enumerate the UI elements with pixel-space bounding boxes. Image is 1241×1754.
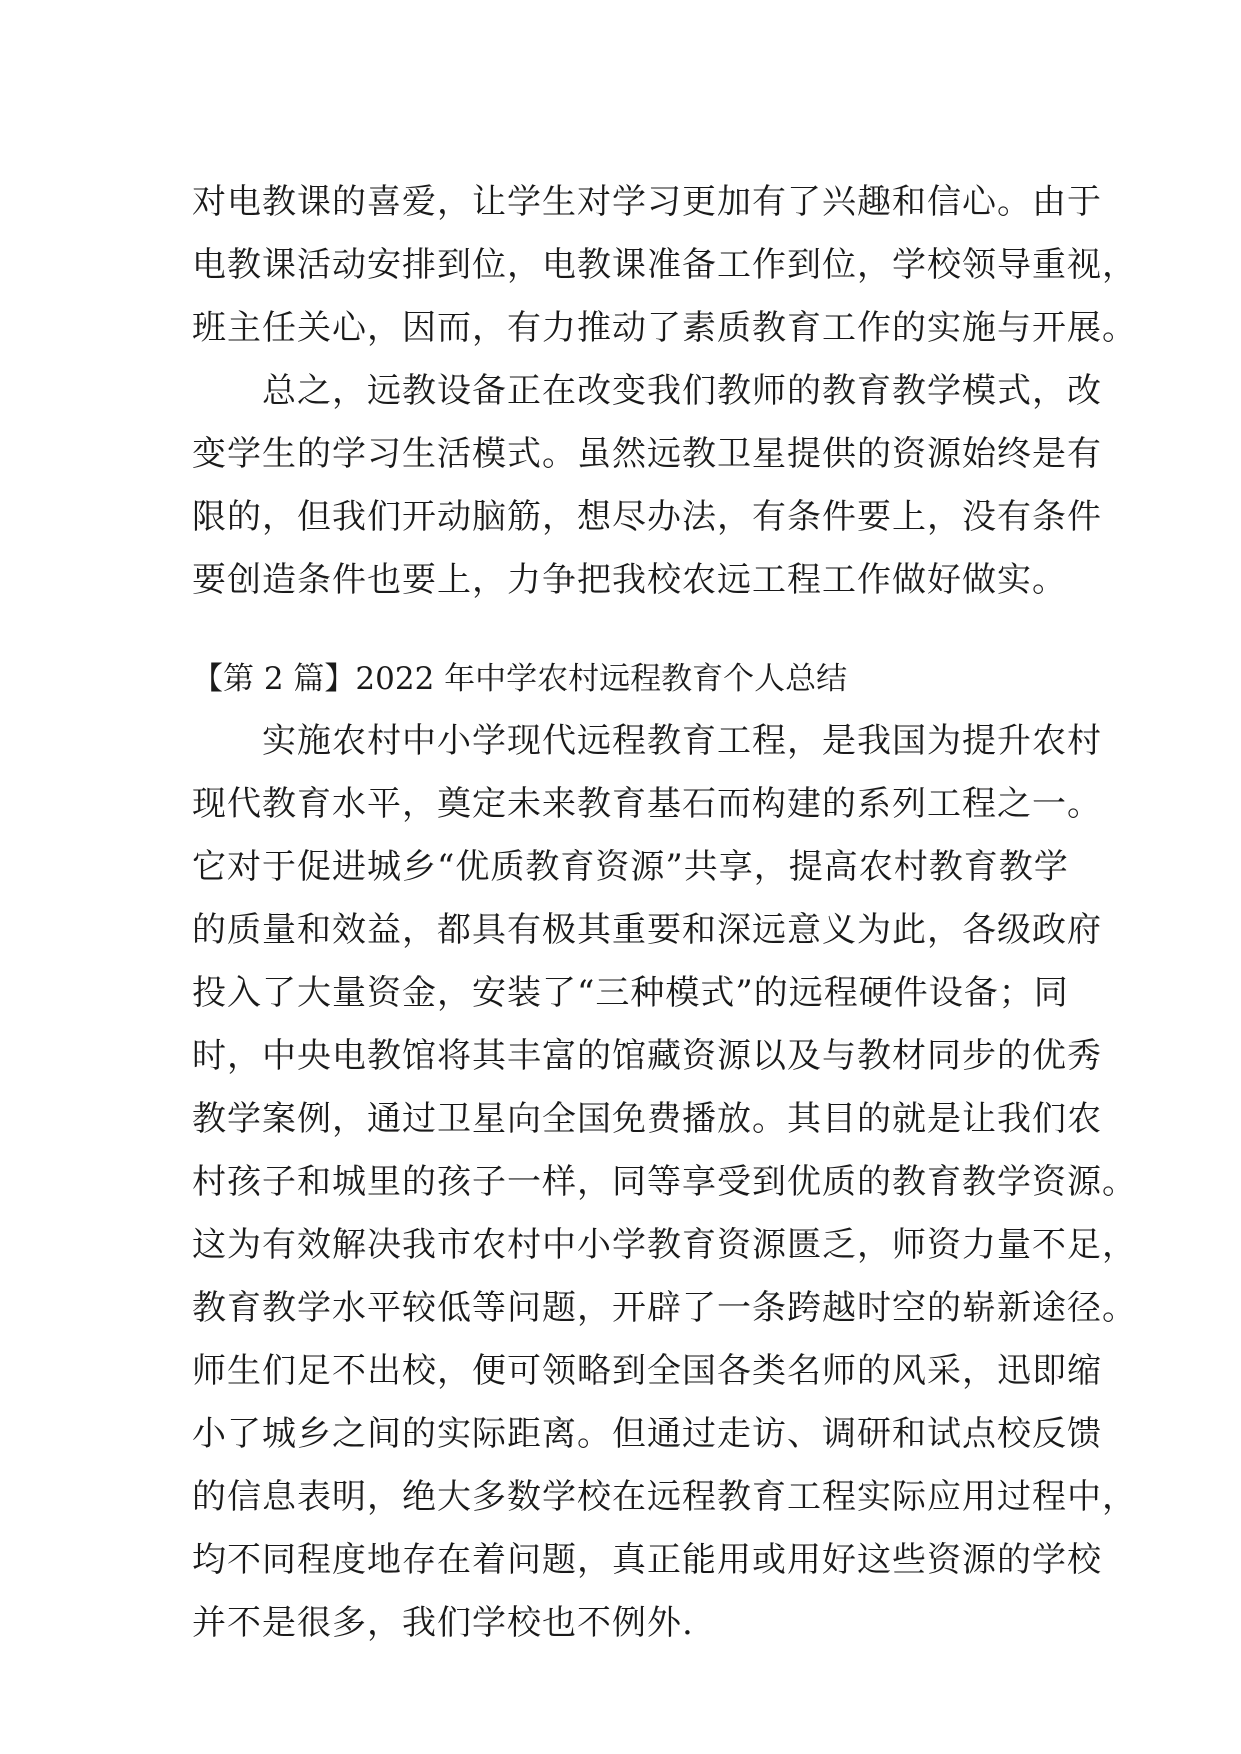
body-line: 实施农村中小学现代远程教育工程，是我国为提升农村 <box>192 721 1102 761</box>
body-line: 村孩子和城里的孩子一样，同等享受到优质的教育教学资源。 <box>192 1162 1137 1202</box>
body-line: 师生们足不出校，便可领略到全国各类名师的风采，迅即缩 <box>192 1351 1102 1391</box>
body-line: 投入了大量资金，安装了“三种模式”的远程硬件设备；同 <box>192 973 1069 1013</box>
body-line: 班主任关心，因而，有力推动了素质教育工作的实施与开展。 <box>192 308 1137 348</box>
body-line: 对电教课的喜爱，让学生对学习更加有了兴趣和信心。由于 <box>192 182 1102 222</box>
section-heading: 【第 2 篇】2022 年中学农村远程教育个人总结 <box>192 661 848 697</box>
body-line: 均不同程度地存在着问题，真正能用或用好这些资源的学校 <box>192 1540 1102 1580</box>
body-line: 教育教学水平较低等问题，开辟了一条跨越时空的崭新途径。 <box>192 1288 1137 1328</box>
body-line: 总之，远教设备正在改变我们教师的教育教学模式，改 <box>192 371 1102 411</box>
body-line: 的信息表明，绝大多数学校在远程教育工程实际应用过程中， <box>192 1477 1137 1517</box>
body-line: 这为有效解决我市农村中小学教育资源匮乏，师资力量不足， <box>192 1225 1137 1265</box>
body-line: 它对于促进城乡“优质教育资源”共享，提高农村教育教学 <box>192 847 1069 887</box>
body-line: 并不是很多，我们学校也不例外. <box>192 1603 694 1643</box>
body-line: 小了城乡之间的实际距离。但通过走访、调研和试点校反馈 <box>192 1414 1102 1454</box>
body-line: 的质量和效益，都具有极其重要和深远意义为此，各级政府 <box>192 910 1102 950</box>
body-line: 限的，但我们开动脑筋，想尽办法，有条件要上，没有条件 <box>192 497 1102 537</box>
body-line: 要创造条件也要上，力争把我校农远工程工作做好做实。 <box>192 560 1067 600</box>
body-line: 教学案例，通过卫星向全国免费播放。其目的就是让我们农 <box>192 1099 1102 1139</box>
body-line: 变学生的学习生活模式。虽然远教卫星提供的资源始终是有 <box>192 434 1102 474</box>
body-line: 电教课活动安排到位，电教课准备工作到位，学校领导重视， <box>192 245 1137 285</box>
body-line: 时，中央电教馆将其丰富的馆藏资源以及与教材同步的优秀 <box>192 1036 1102 1076</box>
body-line: 现代教育水平，奠定未来教育基石而构建的系列工程之一。 <box>192 784 1102 824</box>
